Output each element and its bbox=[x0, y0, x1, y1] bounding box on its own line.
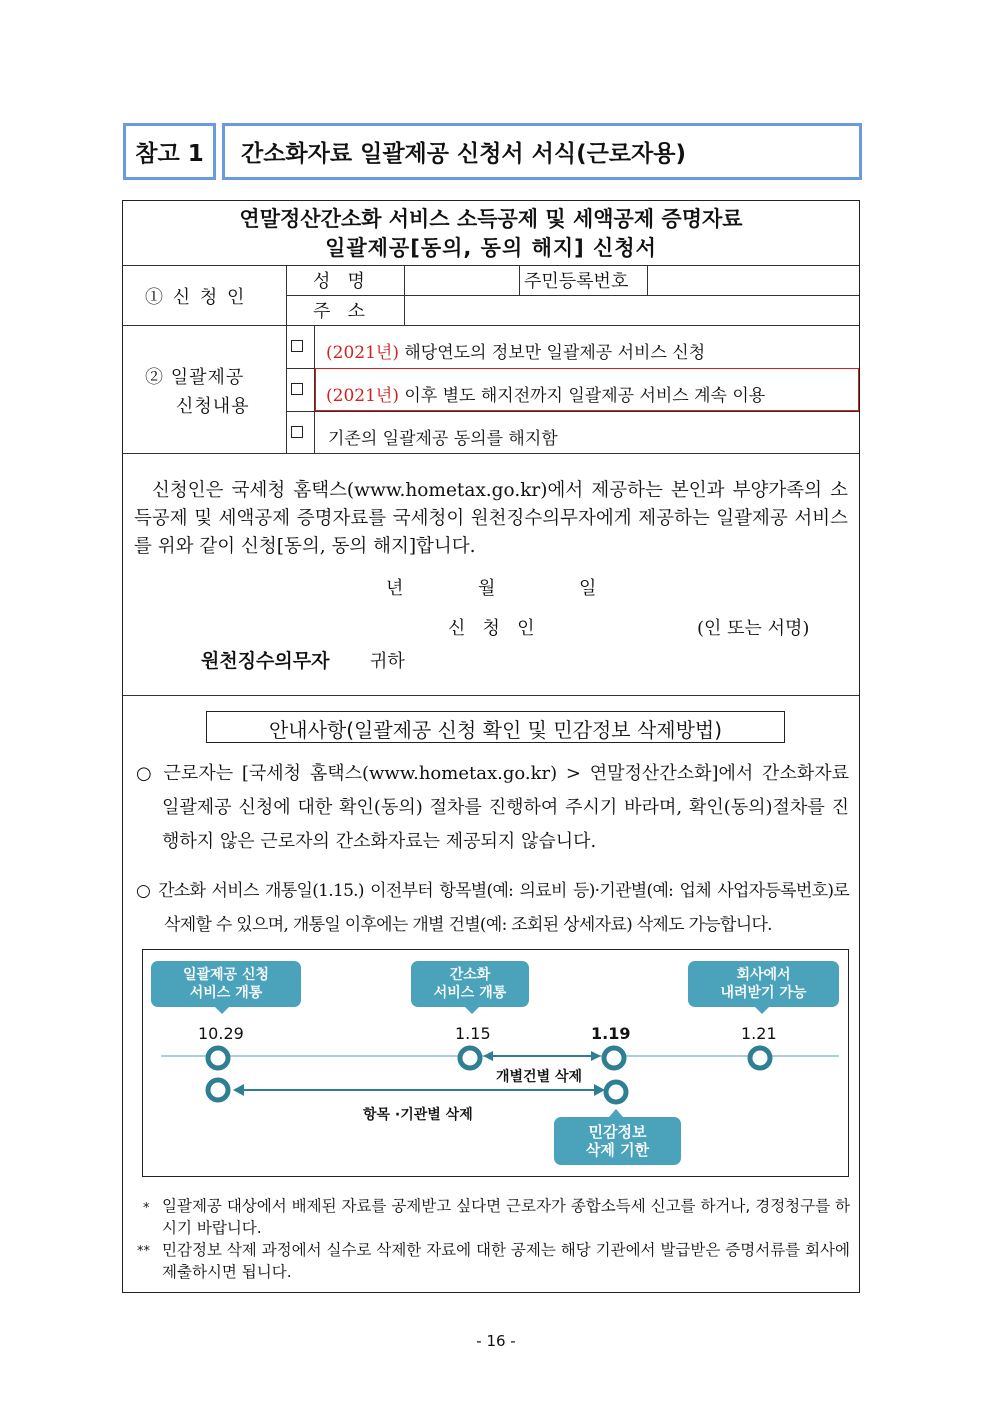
form-title-line1: 연말정산간소화 서비스 소득공제 및 세액공제 증명자료 bbox=[239, 207, 743, 231]
option2-year: (2021년) bbox=[326, 386, 399, 406]
tag2-pointer bbox=[465, 1007, 479, 1014]
date-month: 월 bbox=[478, 578, 496, 599]
tag3-pointer bbox=[755, 1007, 769, 1014]
individual-range-arrow-right bbox=[591, 1051, 601, 1061]
date-1-21: 1.21 bbox=[741, 1024, 777, 1043]
footnote1-mark: * bbox=[143, 1201, 150, 1216]
request-label-line1: ② 일괄제공 bbox=[145, 367, 245, 388]
tag-batch-open: 일괄제공 신청 서비스 개통 bbox=[151, 961, 301, 1007]
applicant-label: ① 신 청 인 bbox=[145, 287, 247, 308]
tag4-pointer bbox=[609, 1109, 623, 1117]
form-title-line2: 일괄제공[동의, 동의 해지] 신청서 bbox=[325, 236, 657, 260]
node-item-end bbox=[606, 1082, 626, 1102]
notice-bullet-1: ○ 근로자는 [국세청 홈택스(www.hometax.go.kr) > 연말정산간소화]에서 간소화자료 일괄제공 신청에 대한 확인(동의) 절차를 진행하여 주시기 바라며, 확인(동의)절차를 진행하지 않은 근로자의 간소화자료는 제공되지 않습니다. bbox=[136, 763, 849, 852]
tag1-pointer bbox=[215, 1007, 229, 1014]
recipient: 원천징수의무자 bbox=[201, 650, 330, 672]
date-1-15: 1.15 bbox=[455, 1024, 491, 1043]
option1-checkbox[interactable] bbox=[291, 340, 303, 352]
application-form bbox=[122, 200, 860, 1293]
node-1-21 bbox=[750, 1048, 770, 1068]
reference-tag-text: 참고 1 bbox=[135, 141, 204, 167]
footnote2-mark: ** bbox=[137, 1244, 150, 1259]
rrn-label: 주민등록번호 bbox=[524, 271, 629, 292]
name-field[interactable] bbox=[406, 266, 518, 293]
seal-label: (인 또는 서명) bbox=[697, 618, 810, 639]
recipient-suffix: 귀하 bbox=[370, 651, 405, 672]
footnote-1: 일괄제공 대상에서 배제된 자료를 공제받고 싶다면 근로자가 종합소득세 신고를 하거나, 경정청구를 하시기 바랍니다. bbox=[162, 1197, 850, 1237]
reference-tag bbox=[123, 123, 216, 180]
date-1-19: 1.19 bbox=[591, 1024, 631, 1043]
node-10-29 bbox=[208, 1048, 228, 1068]
date-10-29: 10.29 bbox=[198, 1024, 244, 1043]
request-option-2 bbox=[326, 381, 765, 406]
date-day: 일 bbox=[579, 578, 597, 599]
request-option-1 bbox=[326, 338, 705, 363]
signer-label: 신 청 인 bbox=[448, 618, 535, 639]
range-individual-label: 개별건별 삭제 bbox=[496, 1069, 583, 1085]
tag-company-download: 회사에서 내려받기 가능 bbox=[688, 961, 839, 1007]
range-item-label: 항목 ·기관별 삭제 bbox=[363, 1107, 473, 1123]
address-field[interactable] bbox=[406, 296, 857, 323]
footnote-2: 민감정보 삭제 과정에서 실수로 삭제한 자료에 대한 공제는 해당 기관에서 발급받은 증명서류를 회사에 제출하시면 됩니다. bbox=[162, 1241, 850, 1281]
signature-field[interactable] bbox=[573, 611, 683, 637]
notice-title: 안내사항(일괄제공 신청 확인 및 민감정보 삭제방법) bbox=[268, 718, 723, 742]
option1-text: 해당연도의 정보만 일괄제공 서비스 신청 bbox=[398, 343, 706, 363]
page-title: 간소화자료 일괄제공 신청서 서식(근로자용) bbox=[241, 141, 686, 167]
item-range-arrow-right bbox=[594, 1084, 605, 1096]
deletion-timeline bbox=[142, 949, 849, 1177]
request-label-line2: 신청내용 bbox=[176, 396, 250, 417]
notice-bullet-2: ○ 간소화 서비스 개통일(1.15.) 이전부터 항목별(예: 의료비 등)·기관별(예: 업체 사업자등록번호)로 삭제할 수 있으며, 개통일 이후에는 개별 건별(예: 조회된 상세자료) 삭제도 가능합니다. bbox=[136, 881, 849, 935]
date-year: 년 bbox=[386, 578, 404, 599]
consent-statement: 신청인은 국세청 홈택스(www.hometax.go.kr)에서 제공하는 본인과 부양가족의 소득공제 및 세액공제 증명자료를 국세청이 원천징수의무자에게 제공하는 일괄제공 서비스를 위와 같이 신청[동의, 동의 해지]합니다. bbox=[134, 480, 848, 557]
item-range-arrow-left bbox=[233, 1084, 244, 1096]
option1-year: (2021년) bbox=[326, 343, 399, 363]
node-1-19 bbox=[604, 1048, 624, 1068]
option3-checkbox[interactable] bbox=[291, 426, 303, 438]
node-item-start bbox=[208, 1080, 228, 1100]
header-title-box bbox=[222, 123, 862, 180]
individual-range-arrow-left bbox=[483, 1051, 493, 1061]
address-label: 주 소 bbox=[313, 301, 365, 322]
page-number: - 16 - bbox=[476, 1332, 516, 1350]
node-1-15 bbox=[460, 1048, 480, 1068]
request-option-3: 기존의 일괄제공 동의를 해지함 bbox=[328, 429, 558, 449]
tag-sensitive-deadline: 민감정보 삭제 기한 bbox=[554, 1117, 681, 1165]
rrn-field[interactable] bbox=[649, 266, 857, 293]
name-label: 성 명 bbox=[313, 271, 365, 292]
tag-simplified-open: 간소화 서비스 개통 bbox=[411, 961, 529, 1007]
option2-text: 이후 별도 해지전까지 일괄제공 서비스 계속 이용 bbox=[398, 386, 766, 406]
option2-checkbox[interactable] bbox=[291, 383, 303, 395]
